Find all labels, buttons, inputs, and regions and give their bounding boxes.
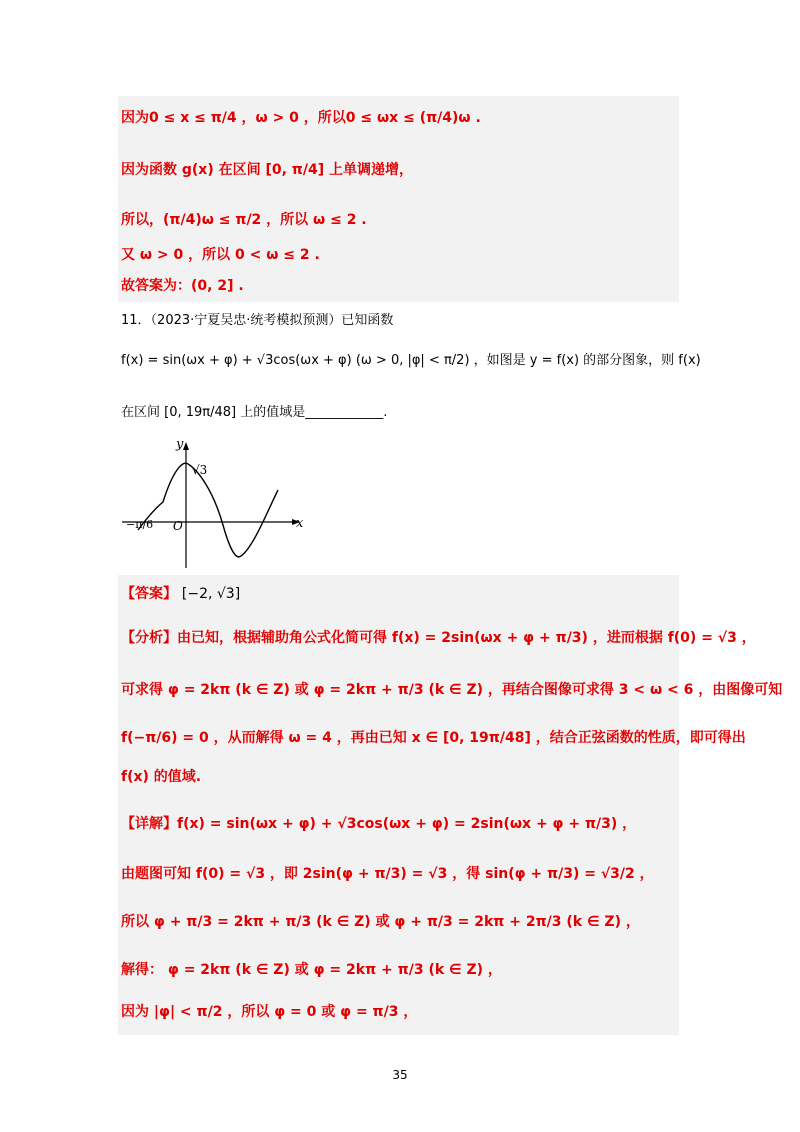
- origin-label: O: [173, 519, 183, 533]
- prev-solution-answer: 故答案为：(0, 2] .: [121, 278, 244, 294]
- analysis-line-1: [121, 628, 756, 648]
- problem-header: 11．（2023·宁夏吴忠·统考模拟预测）已知函数: [121, 313, 394, 328]
- page-number: 35: [392, 1068, 408, 1082]
- problem-statement-line-1: f(x) = sin(ωx + φ) + √3cos(ωx + φ) (ω > 0, |φ| < π/2) ，如图是 y = f(x) 的部分图象，则 f(x): [121, 353, 701, 368]
- answer-line: [121, 584, 240, 604]
- answer-tag: 【答案】: [121, 586, 177, 602]
- prev-solution-line-3: 所以，(π/4)ω ≤ π/2 ，所以 ω ≤ 2 .: [121, 212, 367, 228]
- y-axis-label: y: [176, 437, 184, 452]
- detail-text-1: f(x) = sin(ωx + φ) + √3cos(ωx + φ) = 2sin(ωx + φ + π/3) ，: [177, 816, 637, 832]
- prev-solution-line-1: 因为0 ≤ x ≤ π/4 ，ω > 0 ，所以0 ≤ ωx ≤ (π/4)ω .: [121, 110, 481, 126]
- detail-line-4: 解得： φ = 2kπ (k ∈ Z) 或 φ = 2kπ + π/3 (k ∈ Z) ，: [121, 962, 502, 978]
- analysis-line-2: 可求得 φ = 2kπ (k ∈ Z) 或 φ = 2kπ + π/3 (k ∈ Z) ，再结合图像可求得 3 < ω < 6 ，由图像可知: [121, 682, 783, 698]
- prev-solution-line-2: 因为函数 g(x) 在区间 [0, π/4] 上单调递增，: [121, 162, 414, 178]
- y-axis-arrow: [183, 442, 189, 450]
- analysis-tag: 【分析】: [121, 630, 177, 646]
- answer-value: [−2, √3]: [181, 586, 241, 602]
- analysis-text-1: 由已知，根据辅助角公式化简可得 f(x) = 2sin(ωx + φ + π/3) ，进而根据 f(0) = √3 ，: [177, 630, 756, 646]
- analysis-line-3: f(−π/6) = 0 ，从而解得 ω = 4 ，再由已知 x ∈ [0, 19π/48] ，结合正弦函数的性质，即可得出: [121, 730, 746, 746]
- detail-line-5: 因为 |φ| < π/2 ，所以 φ = 0 或 φ = π/3 ，: [121, 1004, 418, 1020]
- function-graph: [118, 430, 318, 570]
- left-zero-label: −π/6: [126, 518, 154, 531]
- detail-line-2: 由题图可知 f(0) = √3 ，即 2sin(φ + π/3) = √3 ，得 sin(φ + π/3) = √3/2 ，: [121, 866, 654, 882]
- detail-tag: 【详解】: [121, 816, 177, 832]
- analysis-line-4: f(x) 的值域.: [121, 769, 202, 785]
- problem-statement-line-2: 在区间 [0, 19π/48] 上的值域是____________.: [121, 405, 388, 420]
- detail-line-1: [121, 814, 636, 834]
- peak-value-label: √3: [192, 463, 208, 477]
- detail-line-3: 所以 φ + π/3 = 2kπ + π/3 (k ∈ Z) 或 φ + π/3 = 2kπ + 2π/3 (k ∈ Z) ，: [121, 914, 640, 930]
- sine-curve: [138, 463, 278, 557]
- x-axis-label: x: [296, 516, 304, 531]
- prev-solution-line-4: 又 ω > 0 ，所以 0 < ω ≤ 2 .: [121, 247, 320, 263]
